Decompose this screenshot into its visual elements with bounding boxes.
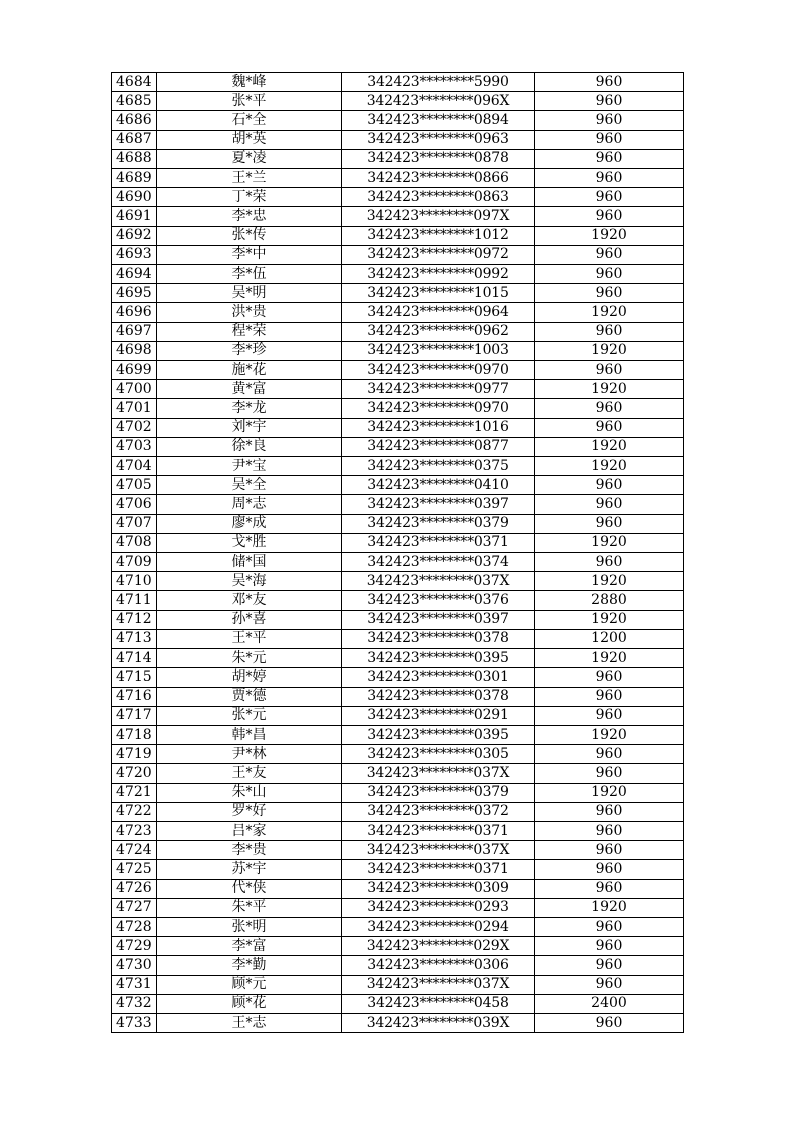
serial-number-cell: 4728 (112, 917, 157, 936)
serial-number-cell: 4687 (112, 130, 157, 149)
serial-number-cell: 4703 (112, 437, 157, 456)
name-cell: 胡*婷 (157, 668, 342, 687)
id-number-cell: 342423********0378 (342, 687, 535, 706)
amount-cell: 960 (535, 111, 684, 130)
table-row (112, 495, 684, 514)
amount-cell: 960 (535, 687, 684, 706)
serial-number-cell: 4700 (112, 380, 157, 399)
id-number-cell: 342423********1016 (342, 418, 535, 437)
table-row (112, 130, 684, 149)
amount-cell: 960 (535, 879, 684, 898)
id-number-cell: 342423********5990 (342, 73, 535, 92)
serial-number-cell: 4720 (112, 764, 157, 783)
id-number-cell: 342423********037X (342, 975, 535, 994)
amount-cell: 960 (535, 764, 684, 783)
serial-number-cell: 4717 (112, 706, 157, 725)
amount-cell: 960 (535, 937, 684, 956)
serial-number-cell: 4706 (112, 495, 157, 514)
serial-number-cell: 4711 (112, 591, 157, 610)
amount-cell: 1920 (535, 610, 684, 629)
amount-cell: 1920 (535, 725, 684, 744)
amount-cell: 1920 (535, 226, 684, 245)
amount-cell: 960 (535, 73, 684, 92)
id-number-cell: 342423********0963 (342, 130, 535, 149)
amount-cell: 1920 (535, 380, 684, 399)
serial-number-cell: 4708 (112, 533, 157, 552)
amount-cell: 960 (535, 745, 684, 764)
amount-cell: 960 (535, 668, 684, 687)
name-cell: 张*平 (157, 92, 342, 111)
amount-cell: 960 (535, 188, 684, 207)
table-row (112, 514, 684, 533)
table-row (112, 149, 684, 168)
serial-number-cell: 4691 (112, 207, 157, 226)
id-number-cell: 342423********0410 (342, 476, 535, 495)
amount-cell: 1920 (535, 572, 684, 591)
id-number-cell: 342423********029X (342, 937, 535, 956)
amount-cell: 1200 (535, 629, 684, 648)
serial-number-cell: 4712 (112, 610, 157, 629)
id-number-cell: 342423********0372 (342, 802, 535, 821)
serial-number-cell: 4704 (112, 457, 157, 476)
name-cell: 魏*峰 (157, 73, 342, 92)
name-cell: 朱*平 (157, 898, 342, 917)
table-row (112, 188, 684, 207)
serial-number-cell: 4699 (112, 361, 157, 380)
amount-cell: 1920 (535, 457, 684, 476)
id-number-cell: 342423********037X (342, 764, 535, 783)
name-cell: 李*伍 (157, 265, 342, 284)
serial-number-cell: 4726 (112, 879, 157, 898)
name-cell: 尹*宝 (157, 457, 342, 476)
serial-number-cell: 4693 (112, 245, 157, 264)
table-row (112, 169, 684, 188)
table-row (112, 553, 684, 572)
name-cell: 张*明 (157, 917, 342, 936)
amount-cell: 960 (535, 207, 684, 226)
name-cell: 吴*明 (157, 284, 342, 303)
id-number-cell: 342423********0291 (342, 706, 535, 725)
name-cell: 李*贵 (157, 841, 342, 860)
table-row (112, 265, 684, 284)
amount-cell: 960 (535, 514, 684, 533)
id-number-cell: 342423********0305 (342, 745, 535, 764)
name-cell: 洪*贵 (157, 303, 342, 322)
table-row (112, 917, 684, 936)
amount-cell: 1920 (535, 341, 684, 360)
name-cell: 邓*友 (157, 591, 342, 610)
name-cell: 胡*英 (157, 130, 342, 149)
name-cell: 李*珍 (157, 341, 342, 360)
id-number-cell: 342423********0894 (342, 111, 535, 130)
amount-cell: 960 (535, 149, 684, 168)
id-number-cell: 342423********0972 (342, 245, 535, 264)
table-row (112, 994, 684, 1013)
serial-number-cell: 4697 (112, 322, 157, 341)
id-number-cell: 342423********0458 (342, 994, 535, 1013)
id-number-cell: 342423********0371 (342, 860, 535, 879)
name-cell: 尹*林 (157, 745, 342, 764)
name-cell: 程*荣 (157, 322, 342, 341)
name-cell: 廖*成 (157, 514, 342, 533)
name-cell: 孙*喜 (157, 610, 342, 629)
amount-cell: 960 (535, 284, 684, 303)
serial-number-cell: 4729 (112, 937, 157, 956)
name-cell: 李*富 (157, 937, 342, 956)
amount-cell: 960 (535, 169, 684, 188)
amount-cell: 960 (535, 322, 684, 341)
id-number-cell: 342423********0309 (342, 879, 535, 898)
amount-cell: 960 (535, 860, 684, 879)
id-number-cell: 342423********0970 (342, 399, 535, 418)
serial-number-cell: 4715 (112, 668, 157, 687)
table-row (112, 437, 684, 456)
serial-number-cell: 4685 (112, 92, 157, 111)
amount-cell: 960 (535, 476, 684, 495)
name-cell: 罗*好 (157, 802, 342, 821)
serial-number-cell: 4702 (112, 418, 157, 437)
id-number-cell: 342423********0294 (342, 917, 535, 936)
amount-cell: 960 (535, 975, 684, 994)
table-row (112, 476, 684, 495)
table-row (112, 361, 684, 380)
serial-number-cell: 4716 (112, 687, 157, 706)
name-cell: 吴*海 (157, 572, 342, 591)
amount-cell: 960 (535, 802, 684, 821)
serial-number-cell: 4731 (112, 975, 157, 994)
name-cell: 丁*荣 (157, 188, 342, 207)
amount-cell: 960 (535, 92, 684, 111)
serial-number-cell: 4707 (112, 514, 157, 533)
serial-number-cell: 4695 (112, 284, 157, 303)
table-row (112, 725, 684, 744)
table-row (112, 1013, 684, 1032)
name-cell: 李*忠 (157, 207, 342, 226)
table-row (112, 92, 684, 111)
id-number-cell: 342423********0293 (342, 898, 535, 917)
id-number-cell: 342423********0962 (342, 322, 535, 341)
amount-cell: 1920 (535, 437, 684, 456)
name-cell: 顾*花 (157, 994, 342, 1013)
name-cell: 张*传 (157, 226, 342, 245)
table-row (112, 73, 684, 92)
serial-number-cell: 4732 (112, 994, 157, 1013)
serial-number-cell: 4710 (112, 572, 157, 591)
amount-cell: 2880 (535, 591, 684, 610)
id-number-cell: 342423********0397 (342, 495, 535, 514)
amount-cell: 960 (535, 361, 684, 380)
table-row (112, 898, 684, 917)
id-number-cell: 342423********1012 (342, 226, 535, 245)
serial-number-cell: 4694 (112, 265, 157, 284)
table-row (112, 399, 684, 418)
id-number-cell: 342423********0863 (342, 188, 535, 207)
serial-number-cell: 4692 (112, 226, 157, 245)
serial-number-cell: 4696 (112, 303, 157, 322)
table-row (112, 303, 684, 322)
id-number-cell: 342423********0964 (342, 303, 535, 322)
table-row (112, 207, 684, 226)
serial-number-cell: 4689 (112, 169, 157, 188)
amount-cell: 1920 (535, 898, 684, 917)
id-number-cell: 342423********0371 (342, 533, 535, 552)
table-row (112, 418, 684, 437)
serial-number-cell: 4730 (112, 956, 157, 975)
name-cell: 储*国 (157, 553, 342, 572)
table-row (112, 764, 684, 783)
table-row (112, 457, 684, 476)
table-row (112, 111, 684, 130)
amount-cell: 960 (535, 495, 684, 514)
id-number-cell: 342423********0371 (342, 821, 535, 840)
serial-number-cell: 4724 (112, 841, 157, 860)
amount-cell: 960 (535, 245, 684, 264)
table-row (112, 783, 684, 802)
name-cell: 代*侠 (157, 879, 342, 898)
serial-number-cell: 4688 (112, 149, 157, 168)
table-row (112, 533, 684, 552)
id-number-cell: 342423********0395 (342, 649, 535, 668)
serial-number-cell: 4733 (112, 1013, 157, 1032)
name-cell: 顾*元 (157, 975, 342, 994)
serial-number-cell: 4727 (112, 898, 157, 917)
table-row (112, 649, 684, 668)
name-cell: 贾*德 (157, 687, 342, 706)
amount-cell: 960 (535, 418, 684, 437)
table-row (112, 341, 684, 360)
serial-number-cell: 4718 (112, 725, 157, 744)
id-number-cell: 342423********037X (342, 572, 535, 591)
name-cell: 韩*昌 (157, 725, 342, 744)
id-number-cell: 342423********097X (342, 207, 535, 226)
serial-number-cell: 4713 (112, 629, 157, 648)
name-cell: 李*中 (157, 245, 342, 264)
table-row (112, 802, 684, 821)
serial-number-cell: 4709 (112, 553, 157, 572)
name-cell: 王*友 (157, 764, 342, 783)
name-cell: 夏*凌 (157, 149, 342, 168)
id-number-cell: 342423********0376 (342, 591, 535, 610)
table-row (112, 572, 684, 591)
name-cell: 苏*宇 (157, 860, 342, 879)
name-cell: 黄*富 (157, 380, 342, 399)
name-cell: 王*兰 (157, 169, 342, 188)
serial-number-cell: 4723 (112, 821, 157, 840)
id-number-cell: 342423********0970 (342, 361, 535, 380)
table-row (112, 956, 684, 975)
table-row (112, 629, 684, 648)
table-row (112, 226, 684, 245)
name-cell: 李*勤 (157, 956, 342, 975)
serial-number-cell: 4698 (112, 341, 157, 360)
id-number-cell: 342423********0992 (342, 265, 535, 284)
id-number-cell: 342423********0378 (342, 629, 535, 648)
roster-table (111, 72, 684, 1033)
table-row (112, 879, 684, 898)
name-cell: 李*龙 (157, 399, 342, 418)
amount-cell: 2400 (535, 994, 684, 1013)
id-number-cell: 342423********0301 (342, 668, 535, 687)
amount-cell: 960 (535, 841, 684, 860)
name-cell: 吴*全 (157, 476, 342, 495)
serial-number-cell: 4686 (112, 111, 157, 130)
name-cell: 吕*家 (157, 821, 342, 840)
amount-cell: 960 (535, 1013, 684, 1032)
serial-number-cell: 4705 (112, 476, 157, 495)
amount-cell: 1920 (535, 303, 684, 322)
id-number-cell: 342423********0397 (342, 610, 535, 629)
id-number-cell: 342423********039X (342, 1013, 535, 1032)
roster-table-body (112, 73, 684, 1033)
name-cell: 王*志 (157, 1013, 342, 1032)
amount-cell: 960 (535, 399, 684, 418)
name-cell: 戈*胜 (157, 533, 342, 552)
table-row (112, 860, 684, 879)
id-number-cell: 342423********0395 (342, 725, 535, 744)
id-number-cell: 342423********0878 (342, 149, 535, 168)
amount-cell: 960 (535, 130, 684, 149)
name-cell: 刘*宇 (157, 418, 342, 437)
serial-number-cell: 4714 (112, 649, 157, 668)
name-cell: 朱*山 (157, 783, 342, 802)
id-number-cell: 342423********0877 (342, 437, 535, 456)
amount-cell: 960 (535, 265, 684, 284)
name-cell: 朱*元 (157, 649, 342, 668)
amount-cell: 1920 (535, 533, 684, 552)
id-number-cell: 342423********037X (342, 841, 535, 860)
name-cell: 徐*良 (157, 437, 342, 456)
id-number-cell: 342423********1003 (342, 341, 535, 360)
serial-number-cell: 4721 (112, 783, 157, 802)
id-number-cell: 342423********1015 (342, 284, 535, 303)
table-row (112, 745, 684, 764)
table-row (112, 937, 684, 956)
amount-cell: 960 (535, 821, 684, 840)
serial-number-cell: 4701 (112, 399, 157, 418)
table-row (112, 245, 684, 264)
id-number-cell: 342423********0306 (342, 956, 535, 975)
table-row (112, 591, 684, 610)
id-number-cell: 342423********0375 (342, 457, 535, 476)
id-number-cell: 342423********0379 (342, 783, 535, 802)
id-number-cell: 342423********096X (342, 92, 535, 111)
table-row (112, 668, 684, 687)
amount-cell: 960 (535, 956, 684, 975)
amount-cell: 960 (535, 917, 684, 936)
serial-number-cell: 4690 (112, 188, 157, 207)
name-cell: 王*平 (157, 629, 342, 648)
table-row (112, 284, 684, 303)
serial-number-cell: 4725 (112, 860, 157, 879)
serial-number-cell: 4719 (112, 745, 157, 764)
id-number-cell: 342423********0866 (342, 169, 535, 188)
table-row (112, 610, 684, 629)
name-cell: 石*全 (157, 111, 342, 130)
table-row (112, 380, 684, 399)
id-number-cell: 342423********0374 (342, 553, 535, 572)
amount-cell: 960 (535, 553, 684, 572)
table-row (112, 706, 684, 725)
table-row (112, 687, 684, 706)
table-row (112, 821, 684, 840)
table-row (112, 975, 684, 994)
amount-cell: 960 (535, 706, 684, 725)
id-number-cell: 342423********0977 (342, 380, 535, 399)
amount-cell: 1920 (535, 649, 684, 668)
id-number-cell: 342423********0379 (342, 514, 535, 533)
name-cell: 张*元 (157, 706, 342, 725)
table-row (112, 841, 684, 860)
name-cell: 周*志 (157, 495, 342, 514)
name-cell: 施*花 (157, 361, 342, 380)
amount-cell: 1920 (535, 783, 684, 802)
table-row (112, 322, 684, 341)
serial-number-cell: 4722 (112, 802, 157, 821)
serial-number-cell: 4684 (112, 73, 157, 92)
